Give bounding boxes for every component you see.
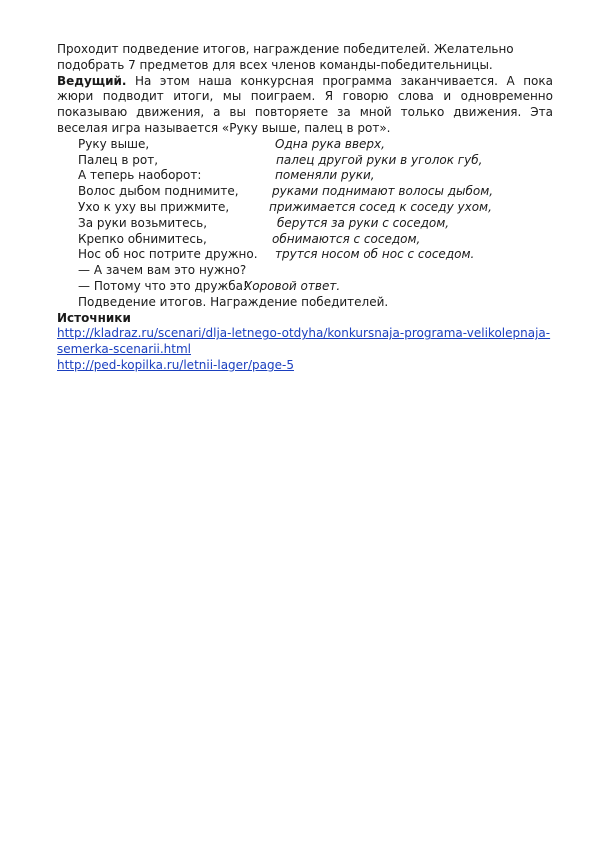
- source-link-1-line-1[interactable]: http://kladraz.ru/scenari/dlja-letnego-otdyha/konkursnaja-programa-velikolepnaja-: [57, 326, 551, 341]
- verse-row: [57, 279, 553, 295]
- source-link-2[interactable]: http://ped-kopilka.ru/letnii-lager/page-5: [57, 357, 294, 372]
- verse-row: [57, 137, 553, 153]
- verse-words: — А зачем вам это нужно?: [78, 263, 247, 278]
- host-label: Ведущий.: [57, 73, 127, 88]
- verse-row: [57, 232, 553, 248]
- verse-action: прижимается сосед к соседу ухом,: [269, 199, 492, 214]
- intro-line-2: подобрать 7 предметов для всех членов команды-победительницы.: [57, 57, 493, 72]
- verse-action: руками поднимают волосы дыбом,: [272, 184, 494, 199]
- verse-action: трутся носом об нос с соседом.: [275, 247, 475, 262]
- document-page: [57, 42, 553, 374]
- source-link-1-line-2[interactable]: semerka-scenarii.html: [57, 342, 192, 357]
- verse-row: [57, 247, 553, 263]
- verse-action: поменяли руки,: [275, 168, 375, 183]
- verse-action: обнимаются с соседом,: [272, 231, 421, 246]
- verse-words: Ухо к уху вы прижмите,: [78, 199, 230, 214]
- source-link-1[interactable]: [57, 326, 553, 358]
- verse-words: — Потому что это дружба!: [78, 278, 248, 293]
- intro-line-1: Проходит подведение итогов, награждение победителей. Желательно: [57, 42, 514, 56]
- verse-words: Нос об нос потрите дружно.: [78, 247, 258, 262]
- verse-row: [57, 200, 553, 216]
- verse-words: Волос дыбом поднимите,: [78, 184, 239, 199]
- verse-row: [57, 153, 553, 169]
- verse-row: [57, 184, 553, 200]
- verse-action: Хоровой ответ.: [244, 278, 341, 293]
- verse-action: Одна рука вверх,: [275, 136, 385, 151]
- host-paragraph: [57, 74, 553, 137]
- verse-words: Руку выше,: [78, 136, 150, 151]
- verse-words: А теперь наоборот:: [78, 168, 202, 183]
- verse-row: [57, 263, 553, 279]
- verse-action: берутся за руки с соседом,: [277, 215, 450, 230]
- sources-heading: Источники: [57, 310, 131, 325]
- verse-words: Крепко обнимитесь,: [78, 231, 207, 246]
- verse-words: За руки возьмитесь,: [78, 215, 208, 230]
- verse-words: Палец в рот,: [78, 152, 159, 167]
- verse-row: [57, 216, 553, 232]
- closing-line: Подведение итогов. Награждение победителей.: [78, 294, 389, 309]
- verse-row: [57, 168, 553, 184]
- verse-action: палец другой руки в уголок губ,: [276, 152, 483, 167]
- host-text: На этом наша конкурсная программа заканчивается. А пока жюри подводит итоги, мы поиграем. Я говорю слова и одновременно показываю движения, а вы повторяете за мной только движения. Эта веселая игра называется «Руку выше, палец в рот».: [57, 73, 553, 135]
